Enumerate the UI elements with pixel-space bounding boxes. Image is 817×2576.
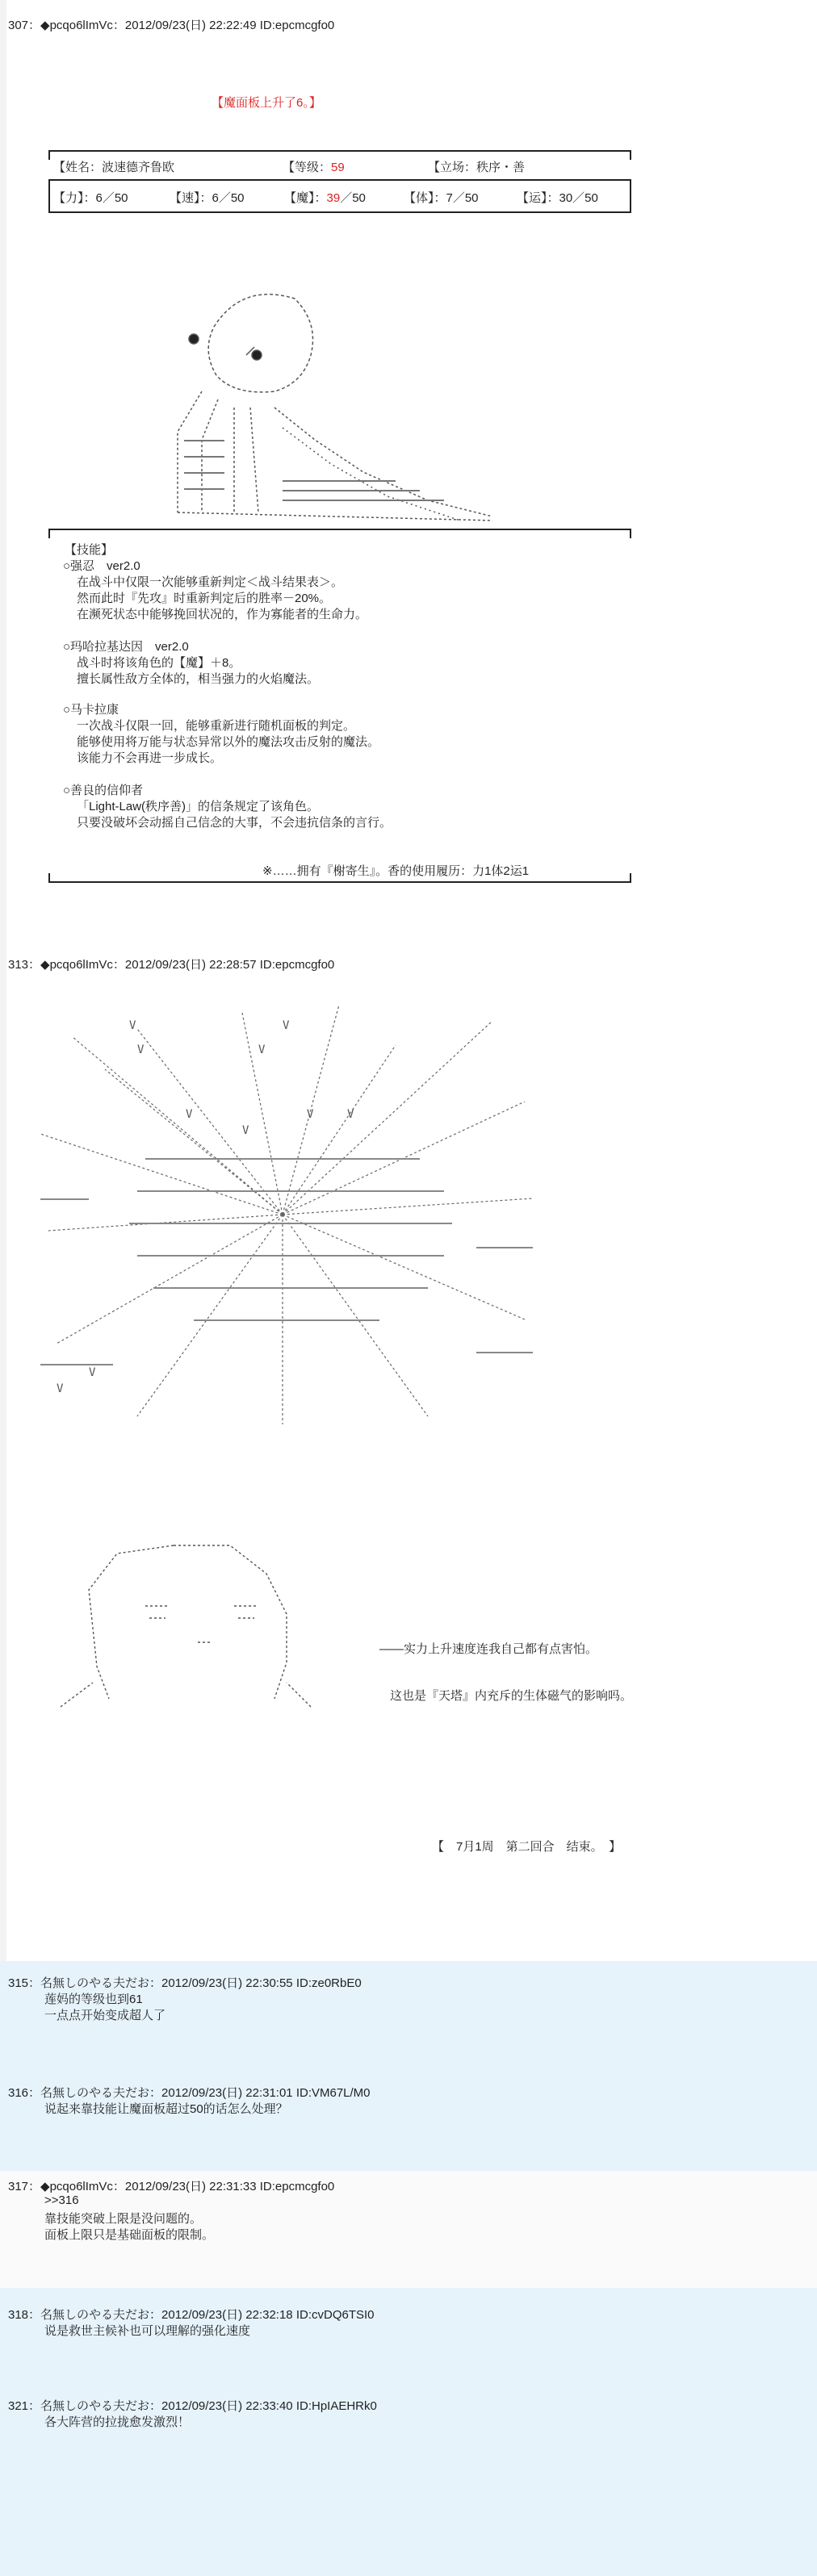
table-tick [48, 150, 50, 160]
post-header: 315：名無しのやる夫だお：2012/09/23(日) 22:30:55 ID:ze0RbE0 [8, 1976, 362, 1990]
skill-title: ○马卡拉康 [63, 703, 119, 717]
post-header: 318：名無しのやる夫だお：2012/09/23(日) 22:32:18 ID:cvDQ6TSI0 [8, 2308, 375, 2322]
skills-tick [630, 873, 631, 883]
svg-text:V: V [242, 1124, 249, 1137]
post-header: 317：◆pcqo6lImVc：2012/09/23(日) 22:31:33 ID:epcmcgfo0 [8, 2180, 335, 2193]
post-line: >>316 [44, 2193, 79, 2207]
skill-line: 「Light-Law(秩序善)」的信条规定了该角色。 [77, 800, 320, 813]
table-border-mid [48, 179, 631, 181]
skill-title: ○玛哈拉基达因 ver2.0 [63, 640, 189, 654]
stat-magic-label: 【魔】： [284, 191, 327, 205]
ascii-art-face [44, 1537, 335, 1723]
skills-tick [630, 529, 631, 538]
post-line: 莲妈的等级也到61 [44, 1993, 143, 2006]
table-tick [630, 179, 631, 213]
table-tick [48, 179, 50, 213]
post-header: 313：◆pcqo6lImVc：2012/09/23(日) 22:28:57 ID:epcmcgfo0 [8, 958, 335, 972]
narration-line: ——实力上升速度连我自己都有点害怕。 [379, 1642, 598, 1656]
skill-line: 能够使用将万能与状态异常以外的魔法攻击反射的魔法。 [77, 735, 380, 749]
post-header: 316：名無しのやる夫だお：2012/09/23(日) 22:31:01 ID:VM67L/M0 [8, 2086, 371, 2100]
skill-line: 在濒死状态中能够挽回状况的，作为寡能者的生命力。 [77, 608, 368, 621]
post-318 [0, 2288, 817, 2381]
svg-text:V: V [89, 1366, 96, 1379]
post-316 [0, 2066, 817, 2171]
skills-tick [48, 873, 50, 883]
stat-name: 【姓名：波速德齐鲁欧 [53, 161, 175, 174]
post-line: 各大阵营的拉拢愈发激烈！ [44, 2415, 191, 2429]
post-317 [0, 2171, 817, 2288]
stat-level [283, 158, 345, 175]
svg-text:V: V [186, 1108, 193, 1121]
skill-line: 一次战斗仅限一回，能够重新进行随机面板的判定。 [77, 719, 356, 733]
ascii-art-burst [40, 997, 541, 1432]
skills-heading: 【技能】 [65, 543, 114, 557]
stat-magic [284, 189, 366, 206]
skills-border-bottom [48, 881, 631, 883]
skill-line: 战斗时将该角色的【魔】＋8。 [77, 656, 241, 670]
post-313 [0, 944, 817, 1961]
stat-magic-rest: ／50 [340, 191, 366, 205]
skill-line: 只要没破坏会动摇自己信念的大事，不会违抗信条的言行。 [77, 816, 392, 830]
skill-line: 该能力不会再进一步成长。 [77, 751, 223, 765]
stat-magic-value: 39 [326, 191, 341, 205]
svg-text:V: V [137, 1043, 145, 1056]
post-line: 说起来靠技能让魔面板超过50的话怎么处理？ [44, 2102, 288, 2116]
svg-text:V: V [347, 1108, 354, 1121]
post-315 [0, 1961, 817, 2066]
skill-title: ○善良的信仰者 [63, 784, 144, 797]
post-line: 靠技能突破上限是没问题的。 [44, 2212, 203, 2226]
skills-tick [48, 529, 50, 538]
post-line: 一点点开始变成超人了 [44, 2009, 166, 2022]
stat-level-label: 【等级： [283, 161, 332, 174]
narration-line: 这也是『天塔』内充斥的生体磁气的影响吗。 [390, 1689, 633, 1703]
post-307 [0, 0, 817, 944]
skills-border-top [48, 529, 631, 530]
stat-speed: 【速】：6／50 [170, 191, 245, 205]
stat-level-value: 59 [331, 161, 345, 174]
stat-power: 【力】：6／50 [53, 191, 128, 205]
skill-title: ○强忍 ver2.0 [63, 559, 140, 573]
svg-text:V: V [129, 1019, 136, 1032]
svg-text:V: V [57, 1382, 64, 1395]
table-border-top [48, 150, 631, 152]
table-border-bottom [48, 211, 631, 213]
post-321 [0, 2381, 817, 2576]
stat-luck: 【运】：30／50 [517, 191, 598, 205]
stat-body: 【体】：7／50 [404, 191, 479, 205]
svg-text:V: V [307, 1108, 314, 1121]
footnote: ※……拥有『榭寄生』。香的使用履历：力1体2运1 [262, 864, 530, 878]
post-header: 307：◆pcqo6lImVc：2012/09/23(日) 22:22:49 ID:epcmcgfo0 [8, 19, 335, 32]
turn-end-note: 【 7月1周 第二回合 结束。 】 [432, 1840, 622, 1854]
announcement: 【魔面板上升了6。】 [212, 96, 321, 110]
post-line: 说是救世主候补也可以理解的强化速度 [44, 2324, 251, 2338]
stat-stance: 【立场：秩序・善 [428, 161, 526, 174]
svg-text:V: V [258, 1043, 266, 1056]
table-tick [630, 150, 631, 160]
skill-line: 擅长属性敌方全体的，相当强力的火焰魔法。 [77, 672, 320, 686]
svg-text:V: V [283, 1019, 290, 1032]
skill-line: 在战斗中仅限一次能够重新判定＜战斗结果表＞。 [77, 575, 344, 589]
ascii-art-character [121, 278, 509, 529]
post-line: 面板上限只是基础面板的限制。 [44, 2228, 215, 2242]
skill-line: 然而此时『先攻』时重新判定后的胜率－20%。 [77, 592, 332, 605]
post-header: 321：名無しのやる夫だお：2012/09/23(日) 22:33:40 ID:HpIAEHRk0 [8, 2399, 377, 2413]
